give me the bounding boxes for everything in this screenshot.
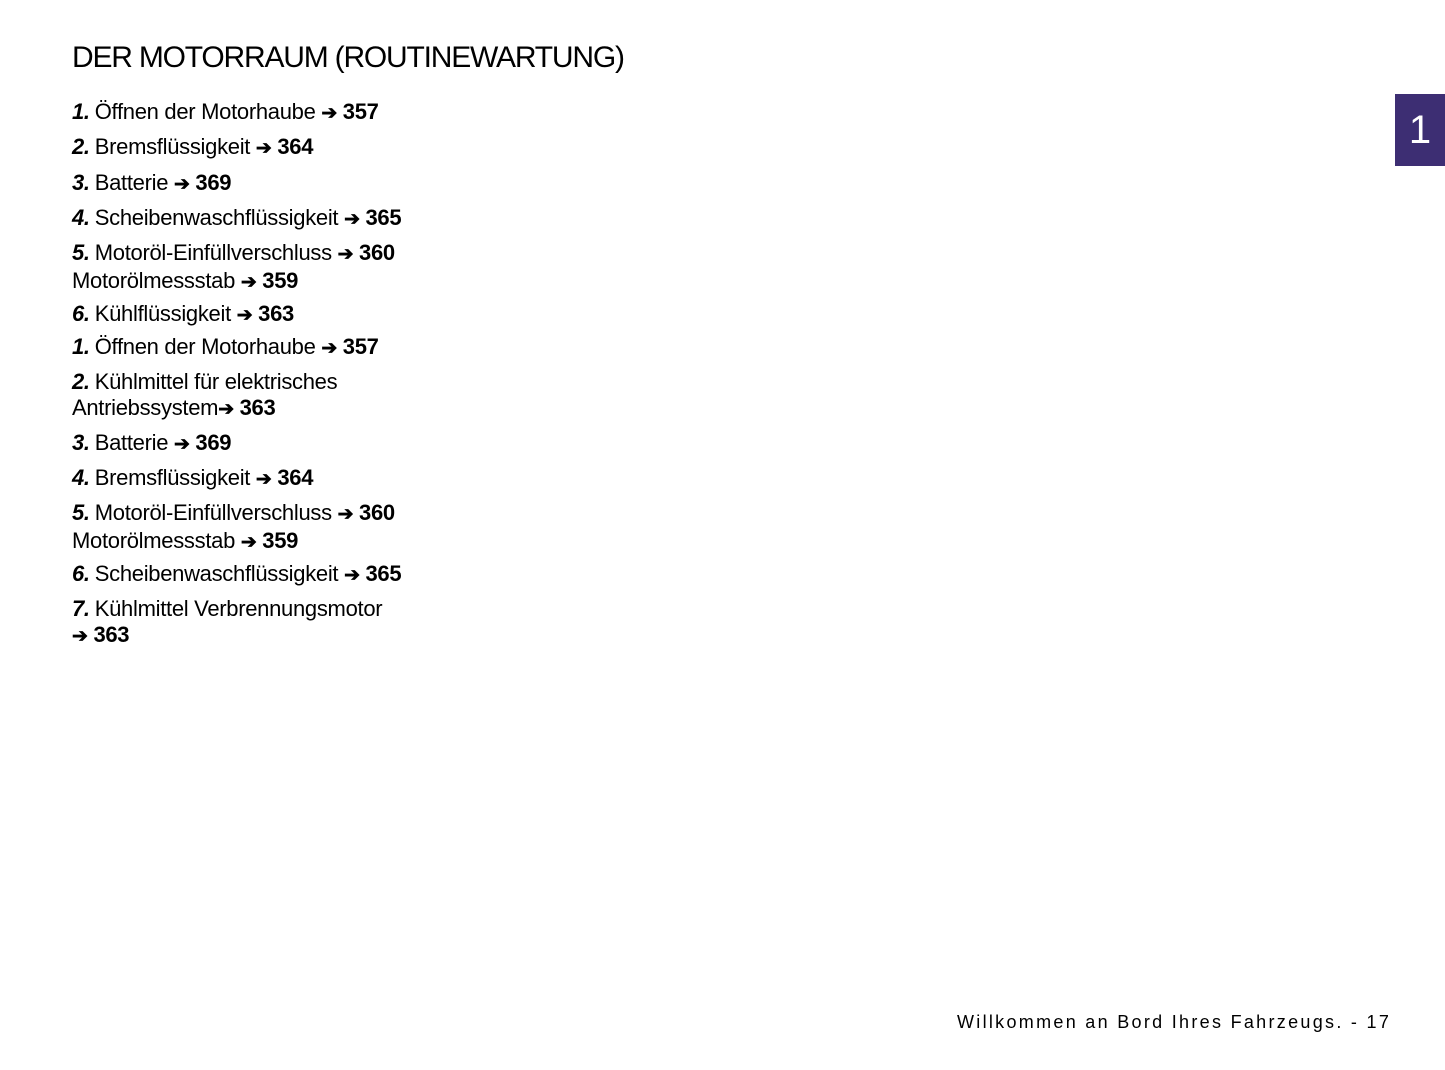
item-label: Kühlmittel Verbrennungsmotor — [94, 596, 383, 621]
list-item — [72, 99, 492, 127]
item-label: Kühlflüssigkeit — [94, 301, 231, 326]
arrow-icon: ➔ — [173, 434, 190, 455]
page-reference[interactable]: 359 — [262, 268, 299, 293]
page-reference[interactable]: 360 — [359, 500, 395, 525]
item-label: Bremsflüssigkeit — [94, 465, 251, 490]
list-item — [72, 205, 492, 233]
arrow-icon: ➔ — [240, 272, 257, 293]
item-label: Scheibenwaschflüssigkeit — [94, 205, 339, 230]
item-label: Scheibenwaschflüssigkeit — [94, 561, 339, 586]
arrow-icon: ➔ — [321, 103, 337, 124]
item-label: Motoröl-Einfüllverschluss — [94, 240, 332, 265]
item-label: Öffnen der Motorhaube — [94, 99, 316, 124]
page-reference[interactable]: 357 — [342, 334, 379, 359]
item-number: 4. — [72, 205, 90, 230]
item-label: Motoröl-Einfüllverschluss — [94, 500, 332, 525]
page-reference[interactable]: 369 — [195, 430, 232, 455]
arrow-icon: ➔ — [218, 399, 234, 420]
item-number: 7. — [72, 596, 90, 621]
page-reference[interactable]: 359 — [262, 528, 299, 553]
page-footer: Willkommen an Bord Ihres Fahrzeugs. - 17 — [957, 1012, 1392, 1032]
item-label: Öffnen der Motorhaube — [94, 334, 316, 359]
list-item — [72, 301, 492, 329]
item-number: 3. — [72, 170, 90, 195]
list-item — [72, 465, 492, 493]
item-number: 1. — [72, 334, 90, 359]
page-title: DER MOTORRAUM (ROUTINEWARTUNG) — [72, 41, 624, 74]
page-reference[interactable]: 364 — [277, 465, 314, 490]
arrow-icon: ➔ — [173, 174, 190, 195]
item-number: 3. — [72, 430, 90, 455]
item-number: 6. — [72, 301, 90, 326]
page-reference[interactable]: 365 — [365, 205, 402, 230]
arrow-icon: ➔ — [344, 565, 360, 586]
item-number: 1. — [72, 99, 90, 124]
arrow-icon: ➔ — [337, 504, 354, 525]
list-item — [72, 369, 492, 423]
list-item — [72, 430, 492, 458]
list-item — [72, 334, 492, 362]
list-item — [72, 596, 492, 650]
list-item — [72, 240, 492, 296]
list-item — [72, 500, 492, 556]
arrow-icon: ➔ — [72, 626, 88, 647]
arrow-icon: ➔ — [255, 469, 272, 490]
item-label: Bremsflüssigkeit — [94, 134, 251, 159]
list-item — [72, 561, 492, 589]
item-label: Batterie — [94, 170, 169, 195]
arrow-icon: ➔ — [240, 532, 257, 553]
item-number: 6. — [72, 561, 90, 586]
page-reference[interactable]: 369 — [195, 170, 232, 195]
item-label-second-line: Motorölmessstab — [72, 268, 236, 293]
chapter-tab[interactable]: 1 — [1395, 94, 1445, 166]
list-item — [72, 170, 492, 198]
item-label-second-line: Motorölmessstab — [72, 528, 236, 553]
arrow-icon: ➔ — [337, 244, 354, 265]
item-label-second-line: Antriebssystem — [72, 395, 219, 420]
item-number: 4. — [72, 465, 90, 490]
arrow-icon: ➔ — [255, 138, 272, 159]
item-label: Kühlmittel für elektrisches — [94, 369, 338, 394]
page-reference[interactable]: 357 — [342, 99, 379, 124]
arrow-icon: ➔ — [344, 209, 360, 230]
page-reference[interactable]: 363 — [239, 395, 276, 420]
page-reference[interactable]: 363 — [258, 301, 294, 326]
arrow-icon: ➔ — [236, 305, 253, 326]
page-reference[interactable]: 363 — [93, 622, 130, 647]
item-label: Batterie — [94, 430, 169, 455]
list-item — [72, 134, 492, 162]
item-number: 2. — [72, 134, 90, 159]
item-number: 2. — [72, 369, 90, 394]
item-number: 5. — [72, 240, 90, 265]
item-number: 5. — [72, 500, 90, 525]
page-reference[interactable]: 360 — [359, 240, 395, 265]
page-reference[interactable]: 364 — [277, 134, 314, 159]
page-reference[interactable]: 365 — [365, 561, 402, 586]
arrow-icon: ➔ — [321, 338, 337, 359]
